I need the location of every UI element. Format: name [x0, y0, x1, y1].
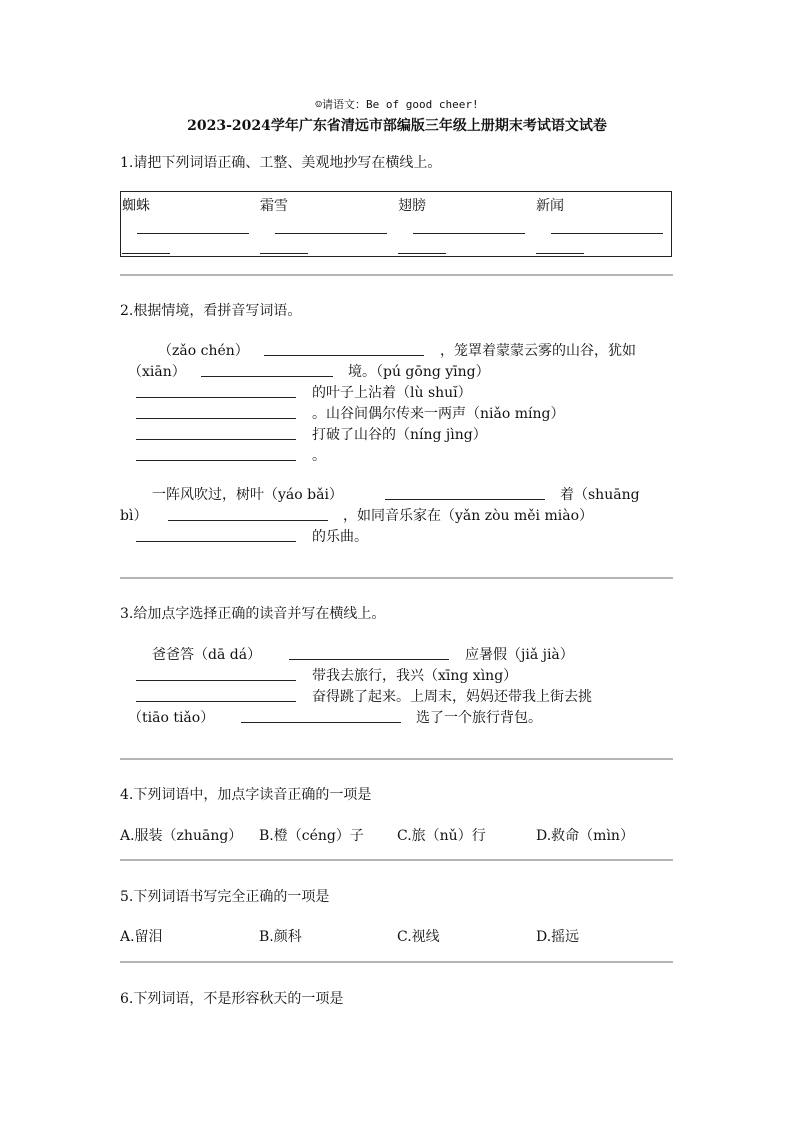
section-divider: [120, 859, 673, 861]
q4-option-d[interactable]: D.救命（mìn）: [536, 828, 634, 844]
copy-line-2b[interactable]: [260, 253, 308, 254]
answer-blank-5[interactable]: [136, 439, 296, 440]
word-3: 翅膀: [398, 198, 426, 214]
answer-blank-2[interactable]: [201, 376, 333, 377]
q5-option-c[interactable]: C.视线: [397, 929, 440, 945]
pinyin-xian: （xiān）: [128, 364, 186, 380]
question-2-prompt: 2.根据情境，看拼音写词语。: [120, 303, 302, 319]
copy-line-4a[interactable]: [551, 233, 663, 234]
answer-blank-8[interactable]: [168, 520, 328, 521]
answer-blank-3[interactable]: [136, 397, 296, 398]
passage-text: 的叶子上沾着（lù shuĭ）: [312, 385, 472, 401]
question-1-prompt: 1.请把下列词语正确、工整、美观地抄写在横线上。: [120, 155, 442, 171]
q5-option-b[interactable]: B.颜科: [259, 929, 302, 945]
copy-line-2a[interactable]: [275, 233, 387, 234]
answer-blank-6[interactable]: [136, 460, 296, 461]
passage-text: 。山谷间偶尔传来一两声（niǎo míng）: [312, 406, 565, 422]
q5-option-d[interactable]: D.摇远: [536, 929, 580, 945]
copy-line-1a[interactable]: [137, 233, 249, 234]
q5-option-a[interactable]: A.留泪: [120, 929, 163, 945]
word-1: 蜘蛛: [122, 198, 150, 214]
question-6-prompt: 6.下列词语，不是形容秋天的一项是: [120, 991, 344, 1007]
header-motto: ☺请语文：Be of good cheer!: [315, 98, 479, 111]
answer-blank-9[interactable]: [136, 541, 296, 542]
question-4-prompt: 4.下列词语中，加点字读音正确的一项是: [120, 787, 372, 803]
answer-blank-7[interactable]: [385, 499, 545, 500]
passage-text: 着（shuāng: [560, 487, 640, 503]
copy-words-box: [120, 191, 672, 257]
word-2: 霜雪: [260, 198, 288, 214]
q4-option-a[interactable]: A.服装（zhuāng）: [120, 828, 243, 844]
section-divider: [120, 274, 673, 276]
answer-blank-13[interactable]: [241, 722, 401, 723]
passage-text: 选了一个旅行背包。: [416, 710, 542, 726]
section-divider: [120, 961, 673, 963]
passage-text: 应暑假（jiǎ jià）: [465, 647, 574, 663]
question-3-prompt: 3.给加点字选择正确的读音并写在横线上。: [120, 606, 386, 622]
passage-text: ，如同音乐家在（yǎn zòu měi miào）: [343, 508, 594, 524]
question-5-prompt: 5.下列词语书写完全正确的一项是: [120, 889, 330, 905]
section-divider: [120, 758, 673, 760]
document-title: 2023-2024学年广东省清远市部编版三年级上册期末考试语文试卷: [187, 118, 607, 134]
passage-text: 奋得跳了起来。上周末，妈妈还带我上街去挑: [312, 689, 592, 705]
copy-line-1b[interactable]: [122, 253, 170, 254]
answer-blank-11[interactable]: [136, 680, 296, 681]
word-4: 新闻: [536, 198, 564, 214]
passage-text: 的乐曲。: [312, 529, 368, 545]
passage-text: 一阵风吹过，树叶（yáo bǎi）: [152, 487, 343, 503]
passage-text: 爸爸答（dā dá）: [152, 647, 262, 663]
answer-blank-4[interactable]: [136, 418, 296, 419]
passage-text: bì）: [120, 508, 148, 524]
passage-text: 境。（pú gōng yīng）: [348, 364, 490, 380]
q4-option-c[interactable]: C.旅（nǔ）行: [397, 828, 486, 844]
passage-text: 。: [312, 448, 326, 464]
answer-blank-10[interactable]: [289, 659, 449, 660]
section-divider: [120, 577, 673, 579]
copy-line-3a[interactable]: [413, 233, 525, 234]
pinyin-zaochen: （zǎo chén）: [158, 343, 249, 359]
answer-blank-1[interactable]: [264, 355, 424, 356]
answer-blank-12[interactable]: [136, 701, 296, 702]
passage-text: （tiāo tiǎo）: [128, 710, 215, 726]
passage-text: 打破了山谷的（níng jìng）: [312, 427, 487, 443]
q4-option-b[interactable]: B.橙（céng）子: [259, 828, 364, 844]
passage-text: ，笼罩着蒙蒙云雾的山谷，犹如: [440, 343, 636, 359]
copy-line-3b[interactable]: [398, 253, 446, 254]
passage-text: 带我去旅行，我兴（xīng xìng）: [312, 668, 518, 684]
copy-line-4b[interactable]: [536, 253, 584, 254]
